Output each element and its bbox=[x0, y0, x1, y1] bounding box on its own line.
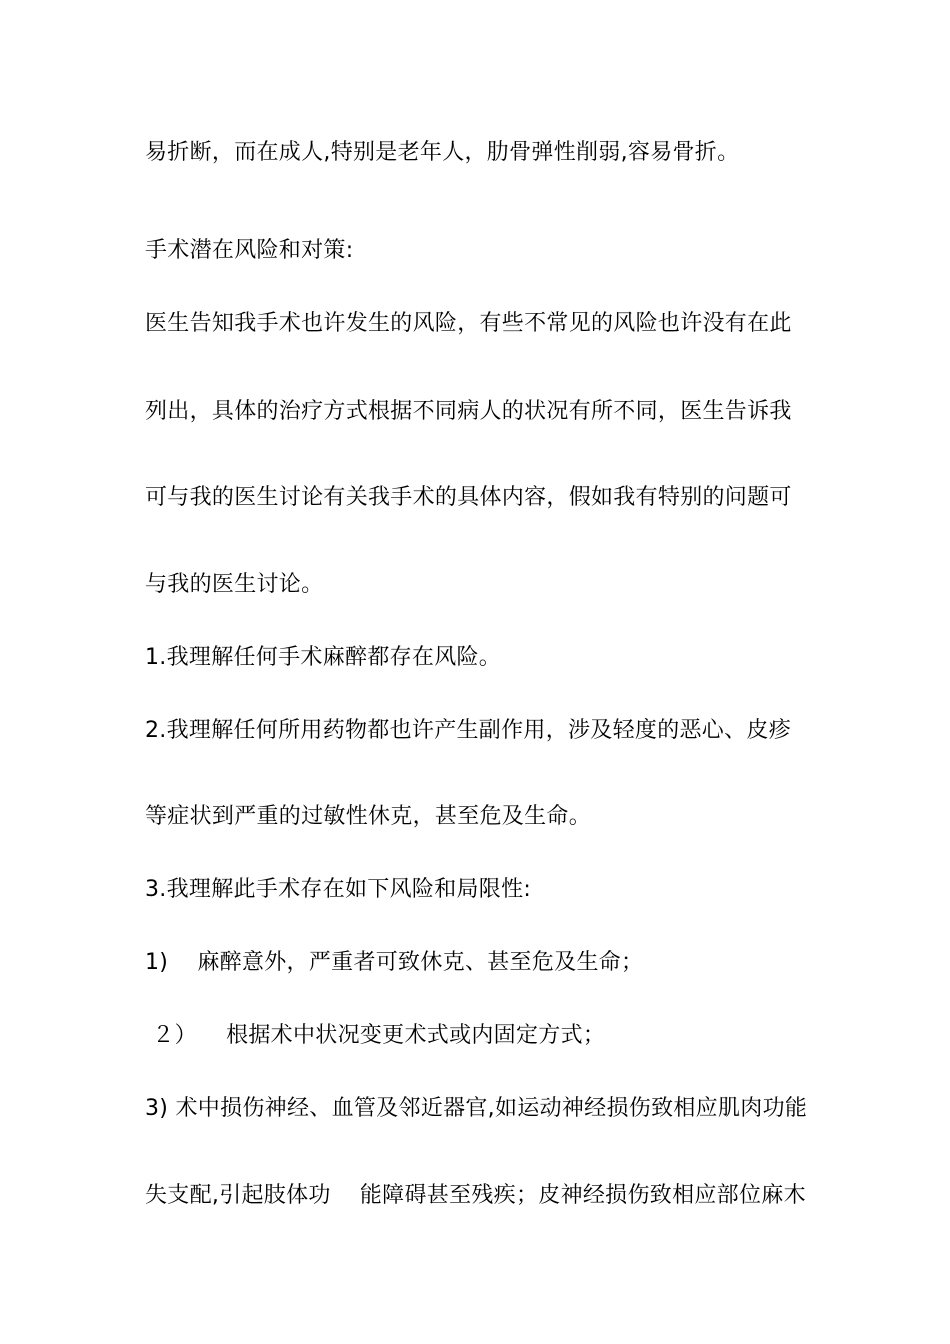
section-heading-surgical-risks: 手术潜在风险和对策: bbox=[145, 238, 354, 263]
sub-item-3-continued: 失支配,引起肢体功 能障碍甚至残疾；皮神经损伤致相应部位麻木 bbox=[145, 1183, 806, 1208]
text-line-3: 医生告知我手术也许发生的风险，有些不常见的风险也许没有在此 bbox=[145, 311, 792, 336]
text-line-1: 易折断，而在成人,特别是老年人，肋骨弹性削弱,容易骨折。 bbox=[145, 140, 740, 165]
sub-item-3: 3) 术中损伤神经、血管及邻近器官,如运动神经损伤致相应肌肉功能 bbox=[145, 1096, 808, 1121]
sub-item-2: ２） 根据术中状况变更术式或内固定方式； bbox=[145, 1023, 606, 1048]
list-item-3: 3.我理解此手术存在如下风险和局限性: bbox=[145, 877, 532, 902]
text-line-6: 与我的医生讨论。 bbox=[145, 572, 324, 597]
sub-item-1: 1) 麻醉意外，严重者可致休克、甚至危及生命； bbox=[145, 950, 644, 975]
list-item-2-continued: 等症状到严重的过敏性休克，甚至危及生命。 bbox=[145, 804, 592, 829]
text-line-4: 列出，具体的治疗方式根据不同病人的状况有所不同，医生告诉我 bbox=[145, 399, 792, 424]
list-item-1: 1.我理解任何手术麻醉都存在风险。 bbox=[145, 645, 502, 670]
list-item-2: 2.我理解任何所用药物都也许产生副作用，涉及轻度的恶心、皮疹 bbox=[145, 718, 791, 743]
text-line-5: 可与我的医生讨论有关我手术的具体内容，假如我有特别的问题可 bbox=[145, 485, 792, 510]
